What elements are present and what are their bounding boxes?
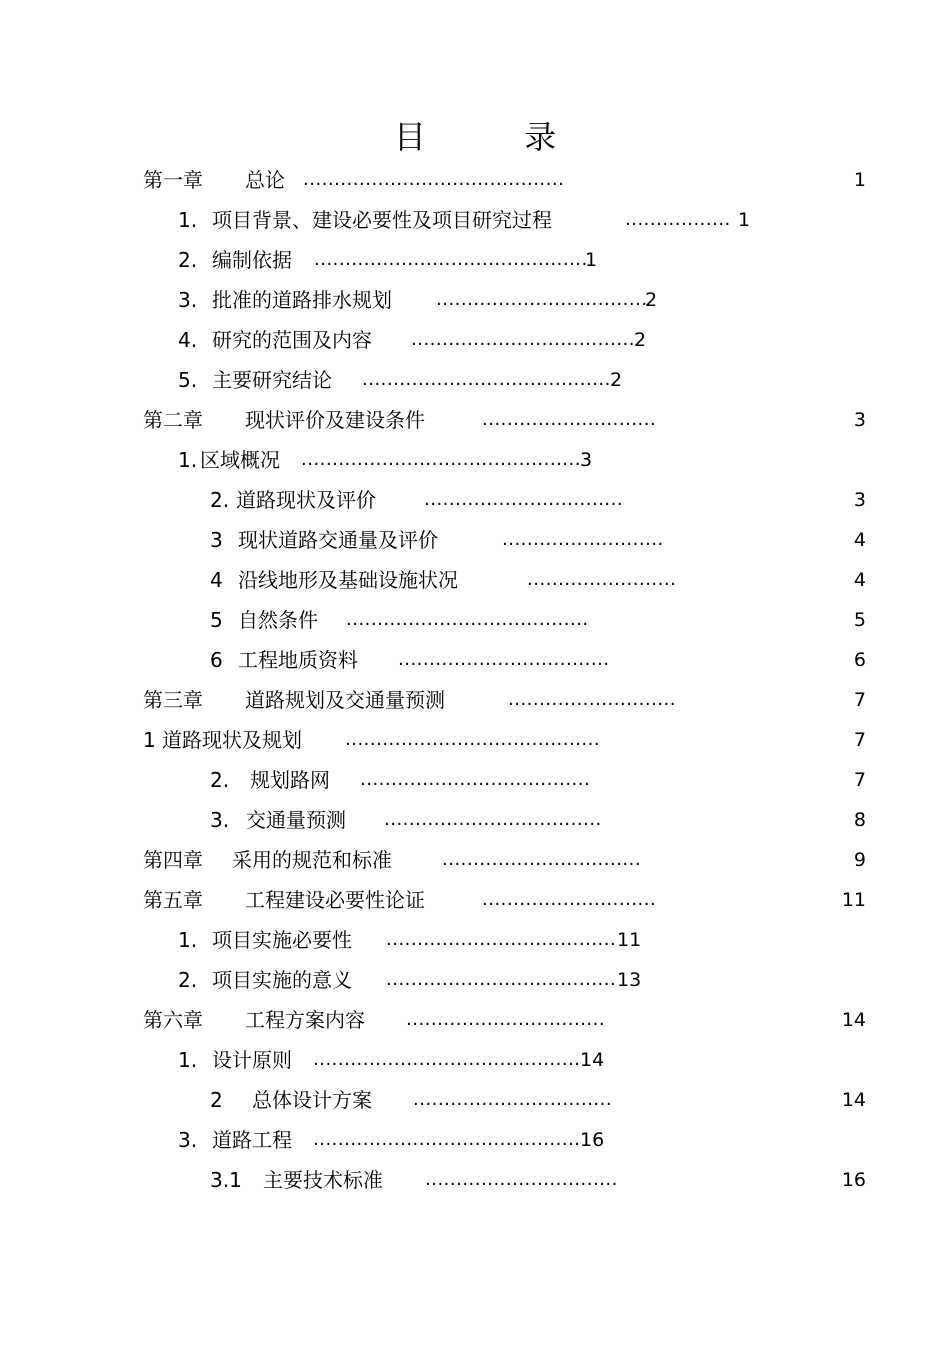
toc-entry-leader-dots: .................................. bbox=[398, 649, 610, 670]
toc-entry-number: 2. bbox=[210, 488, 230, 512]
toc-entry-leader-dots: ............................ bbox=[482, 409, 657, 430]
toc-entry-title: 项目实施的意义 bbox=[212, 968, 352, 992]
toc-entry bbox=[0, 605, 950, 635]
toc-entry-page-number: 2 bbox=[634, 329, 647, 351]
toc-entry-leader-dots: ........................................ bbox=[362, 369, 611, 390]
toc-entry-number: 2. bbox=[210, 768, 230, 792]
toc-entry-leader-dots: ....................................... bbox=[346, 609, 589, 630]
toc-entry-page-number: 16 bbox=[841, 1169, 866, 1191]
toc-entry-page-number: 1 bbox=[738, 209, 751, 231]
toc-entry-page-number: 4 bbox=[853, 569, 866, 591]
toc-entry-title: 规划路网 bbox=[250, 768, 330, 792]
toc-entry-title: 沿线地形及基础设施状况 bbox=[238, 568, 458, 592]
toc-entry-number: 5 bbox=[210, 608, 223, 632]
toc-entry-page-number: 7 bbox=[853, 729, 866, 751]
toc-entry-title: 批准的道路排水规划 bbox=[212, 288, 392, 312]
toc-entry-page-number: 9 bbox=[853, 849, 866, 871]
toc-entry-title: 采用的规范和标准 bbox=[232, 848, 392, 872]
toc-entry-leader-dots: ........................................... bbox=[313, 1049, 581, 1070]
toc-entry bbox=[0, 1005, 950, 1035]
toc-entry-leader-dots: ..................................... bbox=[360, 769, 591, 790]
toc-entry-title: 自然条件 bbox=[238, 608, 318, 632]
toc-entry-title: 道路现状及规划 bbox=[162, 728, 302, 752]
toc-entry-leader-dots: ................................... bbox=[384, 809, 602, 830]
toc-entry-page-number: 13 bbox=[617, 969, 642, 991]
toc-entry-number: 3.1 bbox=[210, 1168, 242, 1192]
toc-entry bbox=[0, 285, 950, 315]
toc-entry-leader-dots: ........................................... bbox=[313, 1129, 581, 1150]
toc-entry bbox=[0, 1125, 950, 1155]
toc-entry-page-number: 3 bbox=[853, 409, 866, 431]
toc-entry bbox=[0, 525, 950, 555]
toc-entry-number: 6 bbox=[210, 648, 223, 672]
toc-entry bbox=[0, 445, 950, 475]
toc-entry-leader-dots: ..................................... bbox=[386, 929, 617, 950]
toc-entry-leader-dots: .......................... bbox=[502, 529, 664, 550]
toc-entry-leader-dots: ................................ bbox=[442, 849, 642, 870]
toc-entry-title: 主要研究结论 bbox=[212, 368, 332, 392]
toc-entry-page-number: 14 bbox=[841, 1009, 866, 1031]
toc-entry-leader-dots: ................................ bbox=[413, 1089, 613, 1110]
toc-entry bbox=[0, 405, 950, 435]
toc-entry-title: 现状道路交通量及评价 bbox=[238, 528, 438, 552]
toc-entry bbox=[0, 165, 950, 195]
toc-entry-title: 工程建设必要性论证 bbox=[245, 888, 425, 912]
toc-entry-leader-dots: .................................... bbox=[411, 329, 635, 350]
toc-entry-leader-dots: .................................. bbox=[436, 289, 648, 310]
toc-entry bbox=[0, 885, 950, 915]
toc-entry bbox=[0, 645, 950, 675]
toc-entry-leader-dots: ............................ bbox=[482, 889, 657, 910]
toc-entry-page-number: 5 bbox=[853, 609, 866, 631]
toc-entry-leader-dots: .......................................... bbox=[303, 169, 565, 190]
toc-entry-number: 2. bbox=[178, 968, 198, 992]
toc-entry-page-number: 7 bbox=[853, 689, 866, 711]
toc-entry-number: 第五章 bbox=[143, 888, 203, 912]
toc-entry bbox=[0, 725, 950, 755]
toc-entry-page-number: 2 bbox=[610, 369, 623, 391]
toc-entry-page-number: 3 bbox=[853, 489, 866, 511]
toc-entry bbox=[0, 765, 950, 795]
toc-entry-title: 道路现状及评价 bbox=[236, 488, 376, 512]
toc-entry-leader-dots: ..................................... bbox=[386, 969, 617, 990]
toc-entry bbox=[0, 965, 950, 995]
toc-entry-number: 3. bbox=[178, 288, 198, 312]
toc-entry-leader-dots: ........................... bbox=[508, 689, 676, 710]
toc-entry bbox=[0, 805, 950, 835]
toc-entry-title: 道路工程 bbox=[212, 1128, 292, 1152]
toc-entry-leader-dots: ......................................... bbox=[345, 729, 601, 750]
toc-entry-title: 主要技术标准 bbox=[263, 1168, 383, 1192]
toc-entry-title: 现状评价及建设条件 bbox=[245, 408, 425, 432]
toc-entry-number: 1. bbox=[178, 1048, 198, 1072]
toc-entry-title: 编制依据 bbox=[212, 248, 292, 272]
toc-entry-title: 总论 bbox=[245, 168, 285, 192]
toc-entry bbox=[0, 565, 950, 595]
toc-entry-leader-dots: ............................................. bbox=[301, 449, 581, 470]
toc-entry-number: 4. bbox=[178, 328, 198, 352]
toc-entry-number: 5. bbox=[178, 368, 198, 392]
toc-entry-page-number: 14 bbox=[580, 1049, 605, 1071]
toc-entry-leader-dots: ........................ bbox=[527, 569, 677, 590]
toc-entry-title: 区域概况 bbox=[200, 448, 280, 472]
toc-entry bbox=[0, 1165, 950, 1195]
toc-entry-number: 1. bbox=[178, 928, 198, 952]
toc-entry-title: 研究的范围及内容 bbox=[212, 328, 372, 352]
toc-entry-number: 1. bbox=[178, 208, 198, 232]
toc-entry-page-number: 7 bbox=[853, 769, 866, 791]
toc-entry bbox=[0, 325, 950, 355]
toc-entry-title: 项目背景、建设必要性及项目研究过程 bbox=[212, 208, 552, 232]
toc-entry-title: 工程地质资料 bbox=[238, 648, 358, 672]
toc-entry-leader-dots: ............................... bbox=[425, 1169, 618, 1190]
toc-entry-page-number: 3 bbox=[580, 449, 593, 471]
toc-entry-page-number: 4 bbox=[853, 529, 866, 551]
toc-entry bbox=[0, 1045, 950, 1075]
toc-title: 目 录 bbox=[393, 118, 601, 156]
toc-entry-number: 4 bbox=[210, 568, 223, 592]
toc-entry-leader-dots: ................................ bbox=[406, 1009, 606, 1030]
toc-entry-title: 设计原则 bbox=[212, 1048, 292, 1072]
toc-entry-page-number: 2 bbox=[645, 289, 658, 311]
toc-entry-page-number: 6 bbox=[853, 649, 866, 671]
toc-entry-title: 道路规划及交通量预测 bbox=[245, 688, 445, 712]
toc-entry-number: 第三章 bbox=[143, 688, 203, 712]
toc-entry bbox=[0, 845, 950, 875]
toc-entry-number: 3. bbox=[178, 1128, 198, 1152]
toc-entry bbox=[0, 1085, 950, 1115]
toc-entry-leader-dots: ............................................ bbox=[314, 249, 588, 270]
toc-entry-number: 2 bbox=[210, 1088, 223, 1112]
toc-entry-number: 2. bbox=[178, 248, 198, 272]
toc-entry-number: 1. bbox=[178, 448, 198, 472]
toc-entry-page-number: 14 bbox=[841, 1089, 866, 1111]
toc-entry bbox=[0, 925, 950, 955]
toc-entry-title: 工程方案内容 bbox=[245, 1008, 365, 1032]
toc-entry-page-number: 1 bbox=[853, 169, 866, 191]
toc-entry-number: 第二章 bbox=[143, 408, 203, 432]
toc-entry-page-number: 16 bbox=[580, 1129, 605, 1151]
toc-entry-leader-dots: ................. bbox=[625, 209, 731, 230]
toc-entry-number: 3. bbox=[210, 808, 230, 832]
toc-entry bbox=[0, 365, 950, 395]
toc-entry-number: 1 bbox=[143, 728, 156, 752]
toc-entry-title: 项目实施必要性 bbox=[212, 928, 352, 952]
toc-entry-number: 第四章 bbox=[143, 848, 203, 872]
toc-entry-number: 3 bbox=[210, 528, 223, 552]
toc-entry bbox=[0, 485, 950, 515]
toc-entry-number: 第一章 bbox=[143, 168, 203, 192]
toc-entry-leader-dots: ................................ bbox=[424, 489, 624, 510]
toc-entry bbox=[0, 245, 950, 275]
toc-entry-page-number: 11 bbox=[841, 889, 866, 911]
toc-entry bbox=[0, 685, 950, 715]
toc-entry-title: 总体设计方案 bbox=[252, 1088, 372, 1112]
toc-entry bbox=[0, 205, 950, 235]
toc-entry-page-number: 1 bbox=[585, 249, 598, 271]
toc-entry-number: 第六章 bbox=[143, 1008, 203, 1032]
toc-entry-title: 交通量预测 bbox=[246, 808, 346, 832]
toc-entry-page-number: 8 bbox=[853, 809, 866, 831]
toc-entry-page-number: 11 bbox=[617, 929, 642, 951]
